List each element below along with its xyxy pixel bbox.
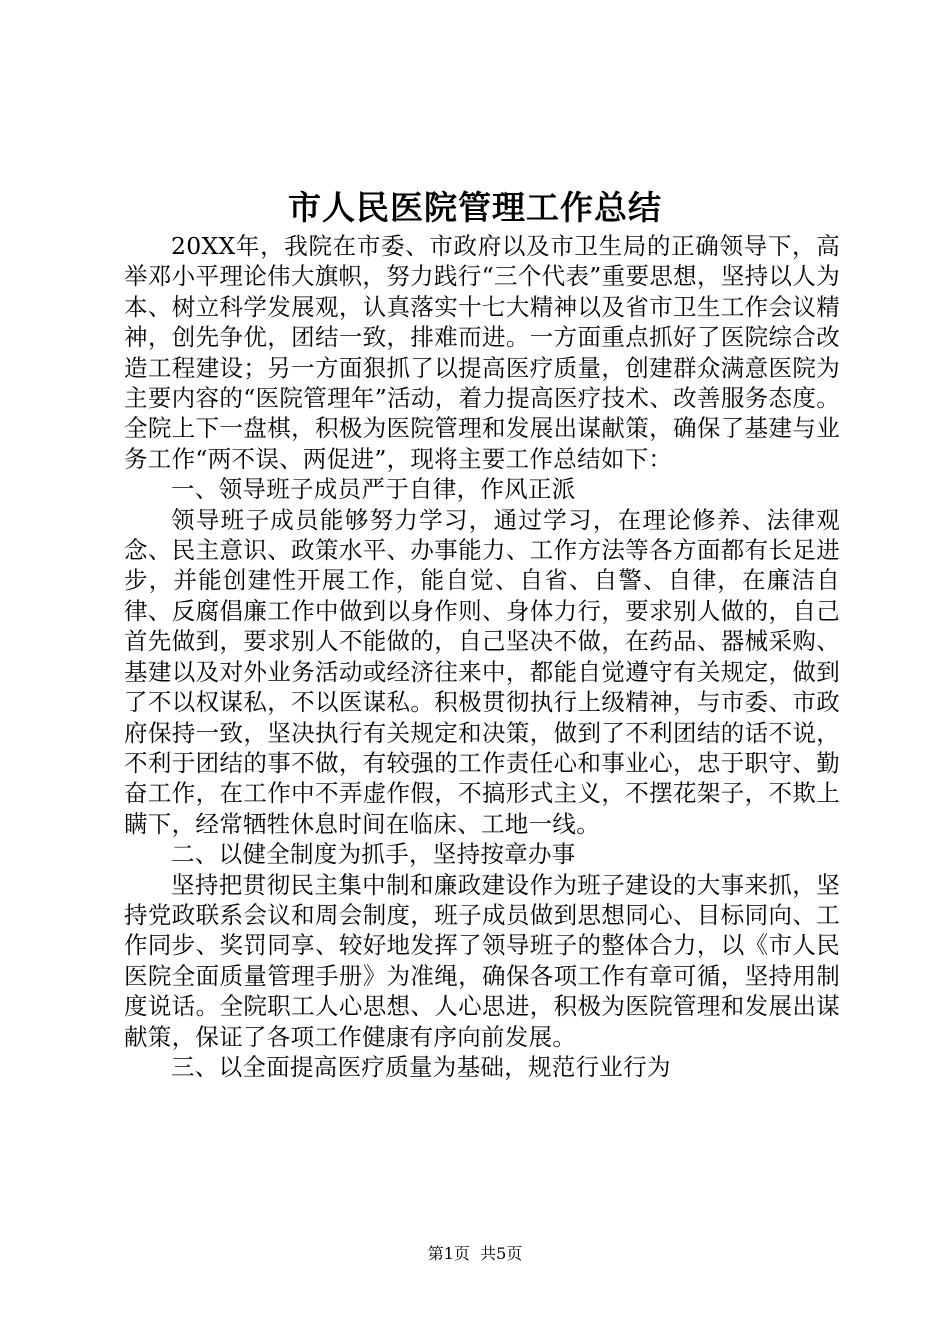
page-footer (0, 1242, 950, 1266)
page-number: 第1页 (427, 1244, 470, 1263)
section-heading-2: 二、以健全制度为抓手，坚持按章办事 (171, 840, 576, 869)
document-body (124, 231, 840, 1082)
page-total: 共5页 (480, 1244, 523, 1263)
section-heading-3: 三、以全面提高医疗质量为基础，规范行业行为 (171, 1052, 671, 1081)
section-paragraph-1: 领导班子成员能够努力学习，通过学习，在理论修养、法律观念、民主意识、政策水平、办事能力、工作方法等各方面都有长足进步，并能创建性开展工作，能自觉、自省、自警、自律，在廉洁自律、反腐倡廉工作中做到以身作则、身体力行，要求别人做的，自己首先做到，要求别人不能做的，自己坚决不做，在药品、器械采购、基建以及对外业务活动或经济往来中，都能自觉遵守有关规定，做到了不以权谋私，不以医谋私。积极贯彻执行上级精神，与市委、市政府保持一致，坚决执行有关规定和决策，做到了不利团结的话不说，不利于团结的事不做，有较强的工作责任心和事业心，忠于职守、勤奋工作，在工作中不弄虚作假，不搞形式主义，不摆花架子，不欺上瞒下，经常牺牲休息时间在临床、工地一线。 (124, 505, 840, 838)
intro-paragraph: 20XX年，我院在市委、市政府以及市卫生局的正确领导下，高举邓小平理论伟大旗帜，努力践行“三个代表”重要思想，坚持以人为本、树立科学发展观，认真落实十七大精神以及省市卫生工作会议精神，创先争优，团结一致，排难而进。一方面重点抓好了医院综合改造工程建设；另一方面狠抓了以提高医疗质量，创建群众满意医院为主要内容的“医院管理年”活动，着力提高医疗技术、改善服务态度。全院上下一盘棋，积极为医院管理和发展出谋献策，确保了基建与业务工作“两不误、两促进”，现将主要工作总结如下： (124, 232, 840, 473)
page-title: 市人民医院管理工作总结 (288, 188, 662, 227)
section-paragraph-2: 坚持把贯彻民主集中制和廉政建设作为班子建设的大事来抓，坚持党政联系会议和周会制度，班子成员做到思想同心、目标同向、工作同步、奖罚同享、较好地发挥了领导班子的整体合力，以《市人民医院全面质量管理手册》为准绳，确保各项工作有章可循，坚持用制度说话。全院职工人心思想、人心思进，积极为医院管理和发展出谋献策，保证了各项工作健康有序向前发展。 (124, 870, 840, 1051)
section-heading-1: 一、领导班子成员严于自律，作风正派 (171, 475, 576, 504)
